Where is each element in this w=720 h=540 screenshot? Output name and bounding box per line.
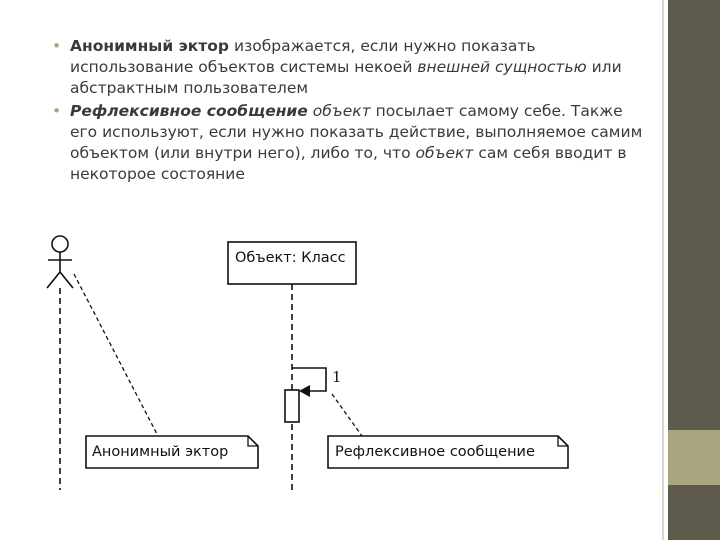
sequence-diagram — [30, 218, 570, 498]
message-number: 1 — [332, 368, 342, 386]
bullet-text: посылает самому себе. Также его используют, если нужно показать действие, выполняемое самим объектом (или внутри него), либо то, что — [70, 102, 643, 162]
bullet-text: изображается, если нужно показать использование объектов системы некоей — [70, 37, 536, 76]
note-reflexive-label: Рефлексивное сообщение — [335, 444, 535, 460]
decor-stripe-bottom — [668, 485, 720, 540]
decor-stripe-top — [668, 0, 720, 430]
decor-divider — [662, 0, 664, 540]
bullet-dot-icon: • — [52, 37, 62, 55]
bullet-list — [52, 36, 652, 187]
decor-stripe-accent — [668, 430, 720, 485]
bullet-dot-icon: • — [52, 102, 62, 120]
activation-bar — [285, 390, 299, 422]
bullet-text: сам себя вводит в некоторое состояние — [70, 144, 627, 183]
term-anonymous-actor: Анонимный эктор — [70, 37, 230, 55]
bullet-item-reflexive-message — [52, 101, 652, 185]
bullet-item-anonymous-actor — [52, 36, 652, 99]
bullet-text: или абстрактным пользователем — [70, 58, 622, 97]
note-actor-label: Анонимный эктор — [92, 444, 229, 460]
bullet-text-italic: объект — [415, 144, 474, 162]
object-label: Объект: Класс — [235, 250, 346, 266]
term-reflexive-message: Рефлексивное сообщение — [70, 102, 308, 120]
bullet-text-italic: внешней сущностью — [417, 58, 587, 76]
bullet-text-italic: объект — [312, 102, 371, 120]
